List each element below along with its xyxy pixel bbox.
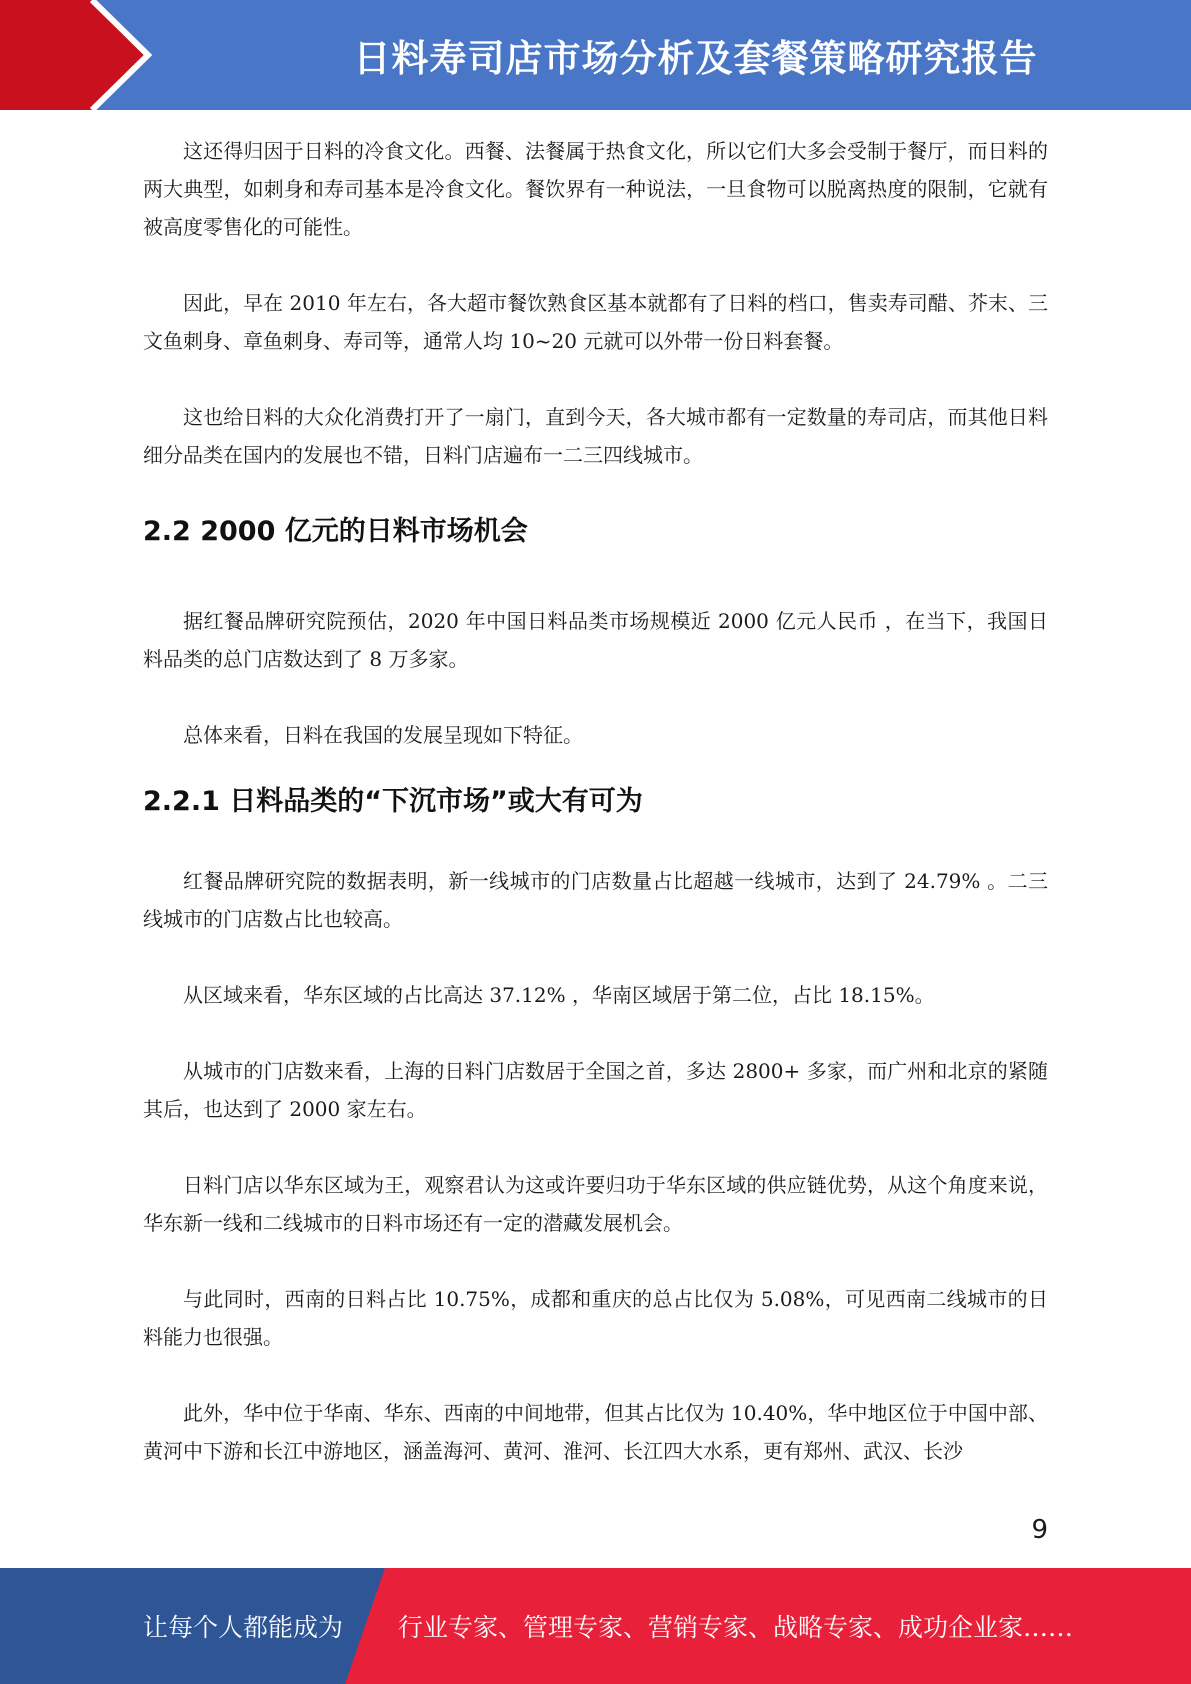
- page-number: 9: [1031, 1515, 1048, 1545]
- paragraph: 总体来看，日料在我国的发展呈现如下特征。: [183, 723, 583, 747]
- paragraph: 红餐品牌研究院的数据表明，新一线城市的门店数量占比超越一线城市，达到了 24.79% 。二三线城市的门店数占比也较高。: [143, 869, 1048, 931]
- footer-slogan-right: 行业专家、管理专家、营销专家、战略专家、成功企业家……: [398, 1613, 1074, 1642]
- paragraph: 这还得归因于日料的冷食文化。西餐、法餐属于热食文化，所以它们大多会受制于餐厅，而日料的两大典型，如刺身和寿司基本是冷食文化。餐饮界有一种说法，一旦食物可以脱离热度的限制，它就有被高度零售化的可能性。: [143, 139, 1048, 239]
- footer-slogan-left: 让每个人都能成为: [143, 1613, 344, 1642]
- section-heading: 2.2 2000 亿元的日料市场机会: [143, 516, 528, 547]
- page-header: [0, 0, 1191, 110]
- subsection-heading: 2.2.1 日料品类的“下沉市场”或大有可为: [143, 786, 643, 817]
- paragraph: 据红餐品牌研究院预估，2020 年中国日料品类市场规模近 2000 亿元人民币 ，在当下，我国日料品类的总门店数达到了 8 万多家。: [143, 609, 1048, 671]
- page-footer: [0, 1568, 1191, 1684]
- paragraph: 此外，华中位于华南、华东、西南的中间地带，但其占比仅为 10.40%，华中地区位于中国中部、黄河中下游和长江中游地区，涵盖海河、黄河、淮河、长江四大水系，更有郑州、武汉、长沙: [143, 1401, 1048, 1463]
- paragraph: 与此同时，西南的日料占比 10.75%，成都和重庆的总占比仅为 5.08%，可见西南二线城市的日料能力也很强。: [143, 1287, 1048, 1349]
- page-content: [143, 132, 1048, 1470]
- paragraph: 因此，早在 2010 年左右，各大超市餐饮熟食区基本就都有了日料的档口，售卖寿司醋、芥末、三文鱼刺身、章鱼刺身、寿司等，通常人均 10~20 元就可以外带一份日料套餐。: [143, 291, 1048, 353]
- paragraph: 这也给日料的大众化消费打开了一扇门，直到今天，各大城市都有一定数量的寿司店，而其他日料细分品类在国内的发展也不错，日料门店遍布一二三四线城市。: [143, 405, 1048, 467]
- report-title: 日料寿司店市场分析及套餐策略研究报告: [353, 37, 1038, 80]
- paragraph: 从城市的门店数来看，上海的日料门店数居于全国之首，多达 2800+ 多家，而广州和北京的紧随其后，也达到了 2000 家左右。: [143, 1059, 1048, 1121]
- paragraph: 从区域来看，华东区域的占比高达 37.12% ，华南区域居于第二位，占比 18.15%。: [183, 983, 935, 1007]
- paragraph: 日料门店以华东区域为王，观察君认为这或许要归功于华东区域的供应链优势，从这个角度来说，华东新一线和二线城市的日料市场还有一定的潜藏发展机会。: [143, 1173, 1048, 1235]
